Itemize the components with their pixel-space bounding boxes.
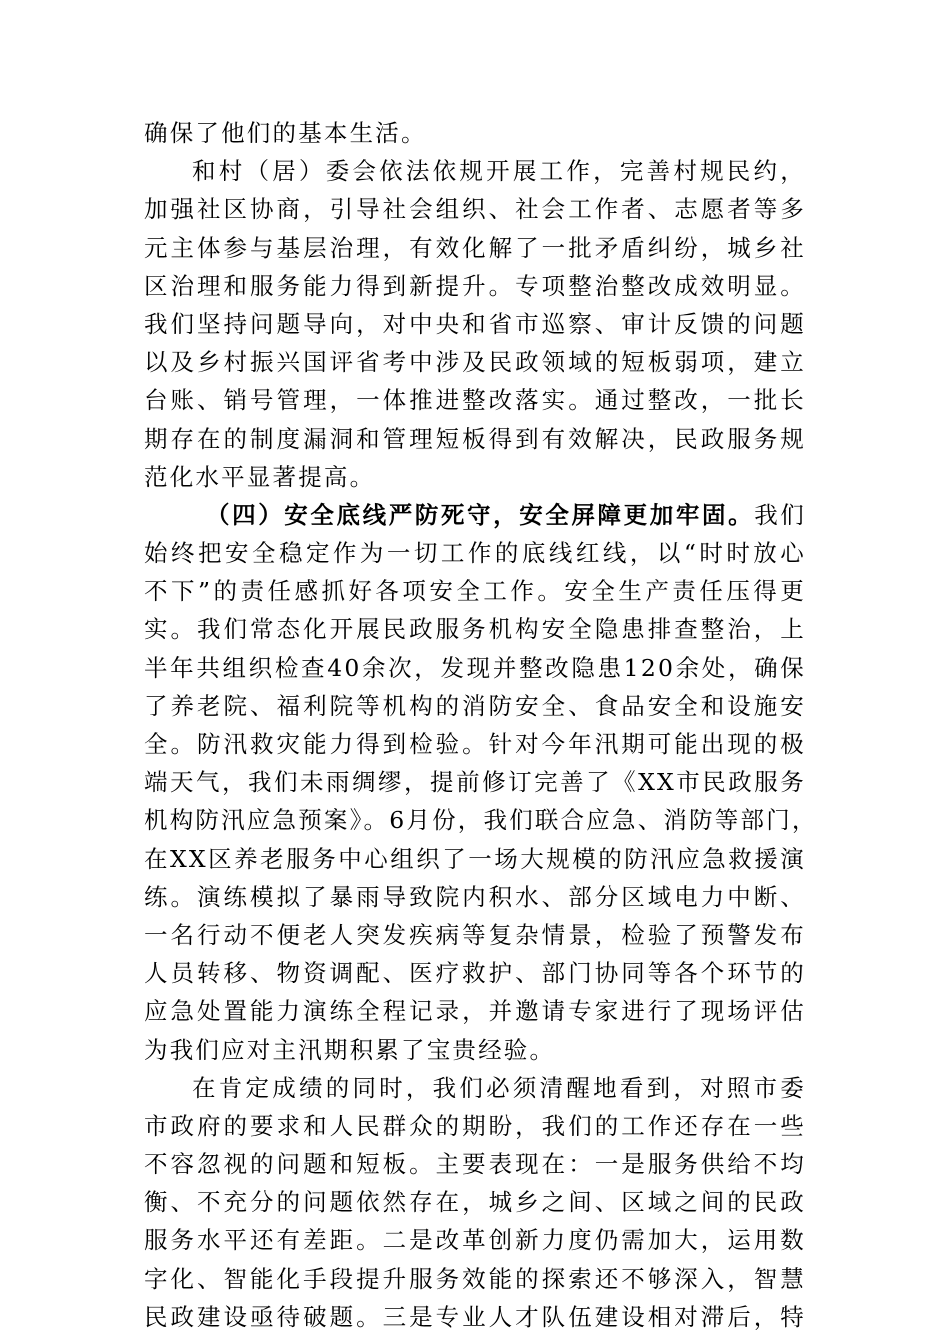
line-text: 为我们应对主汛期积累了宝贵经验。 bbox=[144, 1035, 556, 1064]
line-text: 民政建设亟待破题。三是专业人才队伍建设相对滞后，特 bbox=[144, 1302, 806, 1331]
line-text: 始终把安全稳定作为一切工作的底线红线，以“时时放心 bbox=[144, 539, 806, 568]
line-text: 确保了他们的基本生活。 bbox=[144, 119, 427, 147]
line-text: 期存在的制度漏洞和管理短板得到有效解决，民政服务规 bbox=[144, 424, 806, 453]
line-text: 和村（居）委会依法依规开展工作，完善村规民约， bbox=[192, 157, 806, 186]
line-text: 市政府的要求和人民群众的期盼，我们的工作还存在一些 bbox=[144, 1111, 806, 1140]
line-text: 衡、不充分的问题依然存在，城乡之间、区域之间的民政 bbox=[144, 1188, 806, 1217]
text-line bbox=[144, 114, 806, 152]
line-text: 服务水平还有差距。二是改革创新力度仍需加大，运用数 bbox=[144, 1226, 806, 1255]
text-line bbox=[144, 763, 806, 801]
line-text: 区治理和服务能力得到新提升。专项整治整改成效明显。 bbox=[144, 271, 806, 300]
text-line bbox=[144, 152, 806, 190]
line-text: 在肯定成绩的同时，我们必须清醒地看到，对照市委 bbox=[192, 1073, 806, 1102]
line-text: 元主体参与基层治理，有效化解了一批矛盾纠纷，城乡社 bbox=[144, 233, 806, 262]
line-text: 我们坚持问题导向，对中央和省市巡察、审计反馈的问题 bbox=[144, 309, 806, 338]
line-text: 加强社区协商，引导社会组织、社会工作者、志愿者等多 bbox=[144, 195, 806, 224]
line-text: 机构防汛应急预案》。6月份，我们联合应急、消防等部门， bbox=[144, 806, 818, 835]
text-line bbox=[144, 420, 806, 458]
text-line bbox=[144, 1221, 806, 1259]
text-line bbox=[144, 1145, 806, 1183]
text-line bbox=[144, 1107, 806, 1145]
text-line bbox=[144, 1298, 806, 1336]
line-text: 字化、智能化手段提升服务效能的探索还不够深入，智慧 bbox=[144, 1264, 806, 1293]
text-line bbox=[144, 687, 806, 725]
line-text: 应急处置能力演练全程记录，并邀请专家进行了现场评估 bbox=[144, 997, 806, 1026]
text-line bbox=[144, 916, 806, 954]
text-line bbox=[144, 1183, 806, 1221]
text-line bbox=[144, 496, 806, 534]
text-line bbox=[144, 878, 806, 916]
text-line bbox=[144, 1260, 806, 1298]
section-heading: （四）安全底线严防死守，安全屏障更加牢固。 bbox=[206, 500, 755, 529]
line-text: 练。演练模拟了暴雨导致院内积水、部分区域电力中断、 bbox=[144, 882, 806, 911]
line-text: 一名行动不便老人突发疾病等复杂情景，检验了预警发布 bbox=[144, 920, 806, 949]
line-text: 在XX区养老服务中心组织了一场大规模的防汛应急救援演 bbox=[144, 844, 806, 873]
line-text: 范化水平显著提高。 bbox=[144, 462, 376, 491]
text-line bbox=[144, 305, 806, 343]
line-text: 不容忽视的问题和短板。主要表现在：一是服务供给不均 bbox=[144, 1150, 806, 1179]
text-line bbox=[144, 992, 806, 1030]
text-line bbox=[144, 572, 806, 610]
line-text: 了养老院、福利院等机构的消防安全、食品安全和设施安 bbox=[144, 691, 806, 720]
line-text: 实。我们常态化开展民政服务机构安全隐患排查整治，上 bbox=[144, 615, 806, 644]
text-line bbox=[144, 343, 806, 381]
line-text: 端天气，我们未雨绸缪，提前修订完善了《XX市民政服务 bbox=[144, 768, 806, 797]
text-line bbox=[144, 229, 806, 267]
line-text: 半年共组织检查40余次，发现并整改隐患120余处，确保 bbox=[144, 653, 806, 682]
text-line bbox=[144, 725, 806, 763]
text-line bbox=[144, 954, 806, 992]
text-line bbox=[144, 190, 806, 228]
text-line bbox=[144, 458, 806, 496]
line-text: 人员转移、物资调配、医疗救护、部门协同等各个环节的 bbox=[144, 959, 806, 988]
text-line bbox=[144, 1069, 806, 1107]
text-line bbox=[144, 534, 806, 572]
line-text: 不下”的责任感抓好各项安全工作。安全生产责任压得更 bbox=[144, 577, 806, 606]
text-line bbox=[144, 649, 806, 687]
line-text: 全。防汛救灾能力得到检验。针对今年汛期可能出现的极 bbox=[144, 730, 806, 758]
text-line bbox=[144, 840, 806, 878]
line-text: 我们 bbox=[754, 500, 806, 529]
document-body bbox=[144, 114, 818, 1336]
line-text: 台账、销号管理，一体推进整改落实。通过整改，一批长 bbox=[144, 386, 806, 415]
text-line bbox=[144, 801, 818, 839]
text-line bbox=[144, 267, 806, 305]
text-line bbox=[144, 1031, 806, 1069]
text-line bbox=[144, 610, 806, 648]
line-text: 以及乡村振兴国评省考中涉及民政领域的短板弱项，建立 bbox=[144, 348, 806, 377]
text-line bbox=[144, 381, 806, 419]
